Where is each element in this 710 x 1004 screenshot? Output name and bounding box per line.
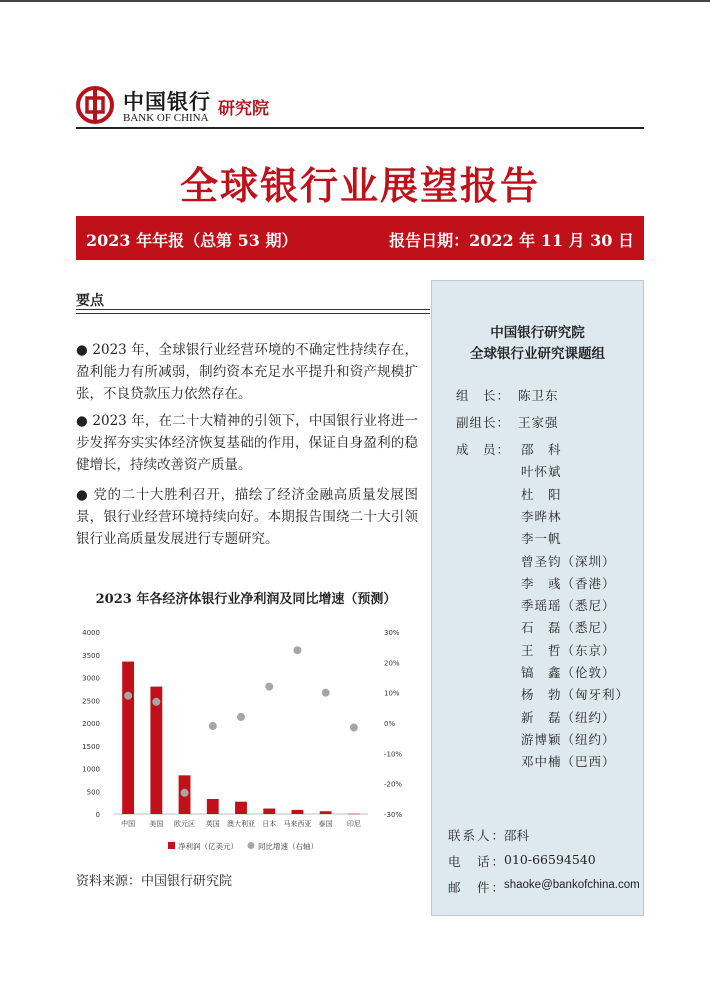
y-right-tick-label: -10% (384, 750, 403, 759)
y-right-tick-label: 0% (384, 720, 396, 728)
y-right-tick-label: 30% (384, 629, 400, 637)
y-right-tick-label: -20% (384, 780, 403, 789)
x-tick-label: 印尼 (346, 820, 361, 828)
growth-point (322, 689, 330, 697)
member-name: 李一帆 (521, 531, 562, 547)
member-name: 杜 阳 (521, 486, 562, 502)
key-points-divider-2 (76, 313, 430, 314)
profit-bar (235, 802, 247, 814)
y-right-tick-label: -30% (384, 811, 403, 819)
growth-point (237, 713, 245, 721)
member-name: 新 磊（纽约） (521, 709, 616, 725)
member-name: 李晔林 (521, 508, 562, 524)
source-note: 资料来源：中国银行研究院 (76, 874, 233, 889)
y-left-tick-label: 2500 (82, 697, 100, 706)
member-name: 李 彧（香港） (521, 575, 616, 591)
y-left-tick-label: 3000 (82, 674, 100, 683)
member-name: 镐 鑫（伦敦） (521, 665, 616, 680)
y-left-tick-label: 3500 (82, 651, 100, 660)
member-name: 王 哲（东京） (521, 642, 616, 658)
profit-growth-chart (76, 620, 416, 860)
header-divider (76, 127, 644, 129)
bank-name-en: BANK OF CHINA (123, 112, 209, 124)
key-points-divider (76, 309, 430, 310)
member-name: 叶怀斌 (521, 464, 562, 480)
research-team-panel (431, 280, 644, 916)
legend-label-profit: 净利润（亿美元） (178, 842, 238, 851)
members-label: 成 员： (456, 442, 511, 457)
deputy-name: 王家强 (518, 415, 559, 430)
profit-bar (122, 662, 134, 814)
top-border (0, 0, 710, 2)
issue-banner (76, 216, 644, 260)
y-right-tick-label: 20% (384, 659, 400, 668)
growth-point (293, 646, 301, 654)
team-org: 中国银行研究院 (490, 325, 585, 341)
y-left-tick-label: 1500 (82, 742, 100, 751)
report-title: 全球银行业展望报告 (179, 163, 540, 208)
phone-number: 010-66594540 (504, 852, 596, 867)
profit-bar (263, 809, 275, 814)
institute-name: 研究院 (218, 99, 269, 119)
legend-label-growth: 同比增速（右轴） (258, 842, 318, 851)
growth-point (181, 789, 189, 797)
key-point-1: ● 2023 年，全球银行业经营环境的不确定性持续存在，盈利能力有所减弱，制约资本充足水平提升和资产规模扩张，不良贷款压力依然存在。 (76, 342, 418, 402)
member-name: 游博颖（纽约） (521, 731, 616, 747)
bank-name-cn: 中国银行 (123, 89, 211, 114)
growth-point (152, 698, 160, 706)
growth-point (265, 683, 273, 691)
report-date: 报告日期：2022 年 11 月 30 日 (389, 231, 634, 250)
x-tick-label: 欧元区 (174, 820, 196, 828)
profit-bar (348, 814, 360, 815)
y-left-tick-label: 500 (86, 788, 100, 797)
x-tick-label: 泰国 (318, 820, 333, 828)
team-group: 全球银行业研究课题组 (470, 346, 605, 362)
x-tick-label: 英国 (205, 820, 220, 828)
member-name: 杨 勃（匈牙利） (521, 687, 630, 703)
y-left-tick-label: 0 (95, 811, 100, 819)
legend-swatch-profit (168, 842, 175, 849)
x-tick-label: 澳大利亚 (227, 820, 255, 828)
email-link[interactable]: shaoke@bankofchina.com (504, 879, 640, 891)
leader-name: 陈卫东 (518, 388, 559, 403)
legend-swatch-growth (248, 842, 255, 849)
phone-label: 电 话： (448, 854, 507, 869)
growth-point (209, 722, 217, 730)
profit-bar (207, 799, 219, 814)
contact-name: 邵科 (504, 828, 530, 843)
member-name: 邵 科 (521, 442, 562, 457)
key-point-2: ● 2023 年，在二十大精神的引领下，中国银行业将进一步发挥夯实实体经济恢复基础的作用，保证自身盈利的稳健增长，持续改善资产质量。 (76, 413, 418, 473)
member-name: 邓中楠（巴西） (521, 754, 616, 770)
key-points-heading: 要点 (76, 293, 104, 309)
x-tick-label: 日本 (262, 820, 277, 828)
issue-label: 2023 年年报（总第 53 期） (86, 231, 298, 250)
x-tick-label: 马来西亚 (283, 820, 312, 828)
y-left-tick-label: 2000 (82, 720, 100, 728)
y-left-tick-label: 1000 (82, 765, 100, 774)
growth-point (350, 724, 358, 732)
profit-bar (292, 810, 304, 814)
bank-of-china-seal-icon (76, 86, 114, 124)
y-right-tick-label: 10% (384, 689, 400, 698)
chart-title: 2023 年各经济体银行业净利润及同比增速（预测） (95, 592, 397, 607)
contact-label: 联系人： (448, 828, 507, 843)
growth-point (124, 692, 132, 700)
y-left-tick-label: 4000 (82, 629, 100, 637)
email-label: 邮 件： (448, 880, 507, 895)
leader-label: 组 长： (456, 388, 511, 403)
member-name: 石 磊（悉尼） (521, 620, 616, 636)
profit-bar (320, 811, 332, 814)
key-point-3: ● 党的二十大胜利召开，描绘了经济金融高质量发展图景，银行业经营环境持续向好。本期报告围绕二十大引领银行业高质量发展进行专题研究。 (76, 487, 418, 547)
x-tick-label: 美国 (149, 820, 164, 828)
deputy-label: 副组长： (456, 415, 511, 430)
x-tick-label: 中国 (121, 820, 136, 828)
member-name: 曾圣钧（深圳） (521, 553, 616, 569)
member-name: 季瑶瑶（悉尼） (521, 598, 616, 614)
